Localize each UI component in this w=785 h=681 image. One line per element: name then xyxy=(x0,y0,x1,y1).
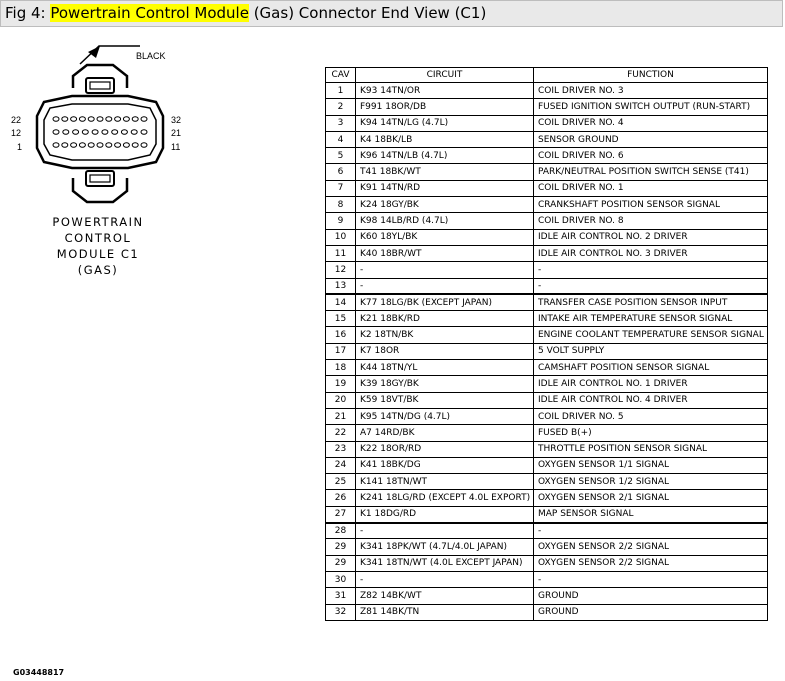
cell-cav: 9 xyxy=(326,213,356,229)
pin-label-21: 21 xyxy=(171,128,182,138)
cell-function: 5 VOLT SUPPLY xyxy=(534,343,768,359)
pin-cavity xyxy=(141,143,147,148)
cell-cav: 1 xyxy=(326,83,356,99)
cell-function: GROUND xyxy=(534,604,768,620)
table-row xyxy=(326,555,768,571)
figure-title-prefix: Fig 4: xyxy=(5,4,51,22)
cell-cav: 6 xyxy=(326,164,356,180)
cell-function: CRANKSHAFT POSITION SENSOR SIGNAL xyxy=(534,197,768,213)
table-row xyxy=(326,131,768,147)
cell-circuit: - xyxy=(356,571,534,587)
cell-circuit: K7 18OR xyxy=(356,343,534,359)
pin-cavity xyxy=(88,117,94,122)
pin-label-1: 1 xyxy=(17,142,23,152)
cell-cav: 22 xyxy=(326,425,356,441)
figure-title-suffix: (Gas) Connector End View (C1) xyxy=(248,4,487,22)
cell-function: OXYGEN SENSOR 1/1 SIGNAL xyxy=(534,457,768,473)
cell-function: FUSED B(+) xyxy=(534,425,768,441)
cell-cav: 24 xyxy=(326,457,356,473)
cell-cav: 7 xyxy=(326,180,356,196)
table-row xyxy=(326,457,768,473)
cell-circuit: K41 18BK/DG xyxy=(356,457,534,473)
table-row xyxy=(326,425,768,441)
pin-cavity xyxy=(102,130,108,135)
cell-function: COIL DRIVER NO. 1 xyxy=(534,180,768,196)
cell-function: INTAKE AIR TEMPERATURE SENSOR SIGNAL xyxy=(534,311,768,327)
cell-cav: 5 xyxy=(326,148,356,164)
module-name-line: POWERTRAIN xyxy=(52,215,144,229)
cell-circuit: K59 18VT/BK xyxy=(356,392,534,408)
pinout-table xyxy=(325,67,768,621)
cell-cav: 30 xyxy=(326,571,356,587)
cell-circuit: K1 18DG/RD xyxy=(356,506,534,522)
pin-label-32: 32 xyxy=(171,115,182,125)
figure-title xyxy=(0,0,783,27)
cell-cav: 8 xyxy=(326,197,356,213)
table-row xyxy=(326,360,768,376)
table-row xyxy=(326,604,768,620)
column-header-cav: CAV xyxy=(326,68,356,83)
cell-function: IDLE AIR CONTROL NO. 3 DRIVER xyxy=(534,245,768,261)
cell-function: - xyxy=(534,262,768,278)
pin-cavity xyxy=(132,117,138,122)
cell-circuit: T41 18BK/WT xyxy=(356,164,534,180)
table-row xyxy=(326,327,768,343)
pin-label-11: 11 xyxy=(171,142,181,152)
table-row xyxy=(326,83,768,99)
table-row xyxy=(326,539,768,555)
cell-circuit: K44 18TN/YL xyxy=(356,360,534,376)
cell-circuit: Z82 14BK/WT xyxy=(356,588,534,604)
pin-cavity xyxy=(131,130,137,135)
cell-cav: 23 xyxy=(326,441,356,457)
pin-cavity xyxy=(123,143,129,148)
cell-function: THROTTLE POSITION SENSOR SIGNAL xyxy=(534,441,768,457)
table-row xyxy=(326,376,768,392)
pin-cavity xyxy=(62,117,68,122)
cell-circuit: Z81 14BK/TN xyxy=(356,604,534,620)
table-row xyxy=(326,197,768,213)
table-row xyxy=(326,588,768,604)
pin-cavity xyxy=(53,130,59,135)
cell-cav: 18 xyxy=(326,360,356,376)
cell-circuit: K98 14LB/RD (4.7L) xyxy=(356,213,534,229)
cell-circuit: K21 18BK/RD xyxy=(356,311,534,327)
cell-cav: 16 xyxy=(326,327,356,343)
cell-cav: 25 xyxy=(326,474,356,490)
table-row xyxy=(326,392,768,408)
cell-function: CAMSHAFT POSITION SENSOR SIGNAL xyxy=(534,360,768,376)
pin-cavity xyxy=(97,143,103,148)
cell-circuit: F991 18OR/DB xyxy=(356,99,534,115)
table-row xyxy=(326,262,768,278)
cell-cav: 19 xyxy=(326,376,356,392)
pin-cavity xyxy=(79,143,85,148)
cell-circuit: - xyxy=(356,523,534,539)
table-row xyxy=(326,229,768,245)
cell-circuit: K96 14TN/LB (4.7L) xyxy=(356,148,534,164)
cell-cav: 28 xyxy=(326,523,356,539)
table-row xyxy=(326,115,768,131)
cell-circuit: K241 18LG/RD (EXCEPT 4.0L EXPORT) xyxy=(356,490,534,506)
cell-circuit: K77 18LG/BK (EXCEPT JAPAN) xyxy=(356,294,534,310)
cell-function: OXYGEN SENSOR 2/1 SIGNAL xyxy=(534,490,768,506)
cell-function: OXYGEN SENSOR 1/2 SIGNAL xyxy=(534,474,768,490)
cell-circuit: K341 18PK/WT (4.7L/4.0L JAPAN) xyxy=(356,539,534,555)
cell-cav: 3 xyxy=(326,115,356,131)
pin-cavity xyxy=(71,143,77,148)
cell-cav: 20 xyxy=(326,392,356,408)
cell-function: - xyxy=(534,571,768,587)
cell-cav: 14 xyxy=(326,294,356,310)
table-row xyxy=(326,571,768,587)
cell-cav: 32 xyxy=(326,604,356,620)
cell-cav: 15 xyxy=(326,311,356,327)
pin-cavity xyxy=(62,143,68,148)
column-header-function: FUNCTION xyxy=(534,68,768,83)
cell-circuit: K60 18YL/BK xyxy=(356,229,534,245)
cell-circuit: K95 14TN/DG (4.7L) xyxy=(356,408,534,424)
cell-circuit: K141 18TN/WT xyxy=(356,474,534,490)
cell-function: MAP SENSOR SIGNAL xyxy=(534,506,768,522)
cell-cav: 26 xyxy=(326,490,356,506)
cell-function: OXYGEN SENSOR 2/2 SIGNAL xyxy=(534,555,768,571)
table-row xyxy=(326,294,768,310)
connector-drawing xyxy=(0,36,200,216)
pin-cavity xyxy=(115,143,121,148)
pin-cavity xyxy=(141,117,147,122)
cell-cav: 4 xyxy=(326,131,356,147)
module-name xyxy=(44,214,152,278)
cell-function: COIL DRIVER NO. 3 xyxy=(534,83,768,99)
cell-function: TRANSFER CASE POSITION SENSOR INPUT xyxy=(534,294,768,310)
cell-cav: 31 xyxy=(326,588,356,604)
table-row xyxy=(326,213,768,229)
pin-cavity xyxy=(63,130,69,135)
cell-circuit: A7 14RD/BK xyxy=(356,425,534,441)
cell-circuit: K341 18TN/WT (4.0L EXCEPT JAPAN) xyxy=(356,555,534,571)
cell-function: PARK/NEUTRAL POSITION SWITCH SENSE (T41) xyxy=(534,164,768,180)
figure-title-highlight: Powertrain Control Module xyxy=(50,4,249,22)
cell-circuit: K94 14TN/LG (4.7L) xyxy=(356,115,534,131)
cell-function: IDLE AIR CONTROL NO. 1 DRIVER xyxy=(534,376,768,392)
cell-cav: 21 xyxy=(326,408,356,424)
cell-circuit: K22 18OR/RD xyxy=(356,441,534,457)
pin-label-22: 22 xyxy=(11,115,22,125)
cell-circuit: - xyxy=(356,278,534,294)
module-name-line: (GAS) xyxy=(77,263,119,277)
pin-cavity xyxy=(73,130,79,135)
pin-cavity xyxy=(82,130,88,135)
cell-cav: 12 xyxy=(326,262,356,278)
pin-cavity xyxy=(106,117,112,122)
cell-cav: 17 xyxy=(326,343,356,359)
cell-function: - xyxy=(534,523,768,539)
cell-function: IDLE AIR CONTROL NO. 4 DRIVER xyxy=(534,392,768,408)
cell-cav: 13 xyxy=(326,278,356,294)
pin-cavity xyxy=(121,130,127,135)
pin-cavity xyxy=(79,117,85,122)
pin-cavity xyxy=(106,143,112,148)
cell-cav: 10 xyxy=(326,229,356,245)
cell-circuit: K40 18BR/WT xyxy=(356,245,534,261)
cell-function: FUSED IGNITION SWITCH OUTPUT (RUN-START) xyxy=(534,99,768,115)
cell-cav: 2 xyxy=(326,99,356,115)
table-row xyxy=(326,506,768,522)
table-header-row xyxy=(326,68,768,83)
cell-circuit: K91 14TN/RD xyxy=(356,180,534,196)
table-row xyxy=(326,148,768,164)
module-name-line: CONTROL xyxy=(64,231,132,245)
table-row xyxy=(326,343,768,359)
column-header-circuit: CIRCUIT xyxy=(356,68,534,83)
pin-cavity xyxy=(141,130,147,135)
cell-circuit: K24 18GY/BK xyxy=(356,197,534,213)
table-row xyxy=(326,278,768,294)
cell-circuit: - xyxy=(356,262,534,278)
table-row xyxy=(326,311,768,327)
cell-cav: 29 xyxy=(326,555,356,571)
module-name-line: MODULE C1 xyxy=(56,247,140,261)
cell-circuit: K93 14TN/OR xyxy=(356,83,534,99)
cell-circuit: K2 18TN/BK xyxy=(356,327,534,343)
pin-cavity xyxy=(132,143,138,148)
table-row xyxy=(326,408,768,424)
cell-function: COIL DRIVER NO. 6 xyxy=(534,148,768,164)
cell-function: IDLE AIR CONTROL NO. 2 DRIVER xyxy=(534,229,768,245)
pin-cavity xyxy=(123,117,129,122)
cell-circuit: K4 18BK/LB xyxy=(356,131,534,147)
pin-cavity xyxy=(88,143,94,148)
cell-function: ENGINE COOLANT TEMPERATURE SENSOR SIGNAL xyxy=(534,327,768,343)
pin-cavity xyxy=(97,117,103,122)
table-row xyxy=(326,164,768,180)
pin-cavity xyxy=(53,143,59,148)
table-row xyxy=(326,180,768,196)
table-row xyxy=(326,490,768,506)
pin-cavity xyxy=(92,130,98,135)
cell-function: - xyxy=(534,278,768,294)
table-row xyxy=(326,474,768,490)
cell-cav: 11 xyxy=(326,245,356,261)
cell-circuit: K39 18GY/BK xyxy=(356,376,534,392)
cell-function: COIL DRIVER NO. 5 xyxy=(534,408,768,424)
pin-label-12: 12 xyxy=(11,128,22,138)
cell-cav: 27 xyxy=(326,506,356,522)
cell-function: COIL DRIVER NO. 4 xyxy=(534,115,768,131)
cell-function: COIL DRIVER NO. 8 xyxy=(534,213,768,229)
cell-cav: 29 xyxy=(326,539,356,555)
pin-cavity xyxy=(53,117,59,122)
table-row xyxy=(326,441,768,457)
table-row xyxy=(326,245,768,261)
connector-color-label: BLACK xyxy=(136,51,166,61)
table-row xyxy=(326,99,768,115)
table-row xyxy=(326,523,768,539)
pin-cavity xyxy=(115,117,121,122)
pin-cavity xyxy=(112,130,118,135)
cell-function: GROUND xyxy=(534,588,768,604)
pin-cavity xyxy=(71,117,77,122)
cell-function: OXYGEN SENSOR 2/2 SIGNAL xyxy=(534,539,768,555)
figure-code: G03448817 xyxy=(13,668,65,677)
cell-function: SENSOR GROUND xyxy=(534,131,768,147)
